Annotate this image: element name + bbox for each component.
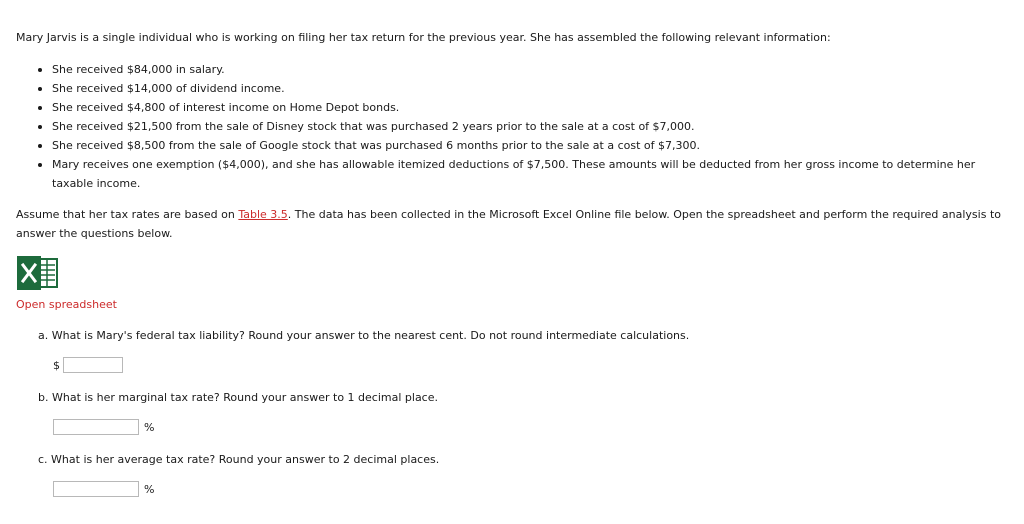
assumption-paragraph [16,205,1012,243]
list-item: She received $84,000 in salary. [38,60,998,79]
question-c: c. What is her average tax rate? Round your answer to 2 decimal places. [38,453,440,466]
problem-intro: Mary Jarvis is a single individual who is working on filing her tax return for the previous year. She has assembled the following relevant information: [16,31,831,44]
list-item: She received $14,000 of dividend income. [38,79,998,98]
list-item: She received $21,500 from the sale of Disney stock that was purchased 2 years prior to the sale at a cost of $7,000. [38,117,998,136]
percent-sign: % [144,482,155,496]
tax-liability-input[interactable] [63,357,123,373]
list-item: Mary receives one exemption ($4,000), and she has allowable itemized deductions of $7,500. These amounts will be deducted from her gross income to determine her taxable income. [38,155,998,193]
question-b: b. What is her marginal tax rate? Round your answer to 1 decimal place. [38,391,438,404]
list-item: She received $8,500 from the sale of Google stock that was purchased 6 months prior to the sale at a cost of $7,300. [38,136,998,155]
table-link[interactable]: Table 3.5 [238,208,288,221]
answer-c-row [53,481,154,497]
answer-b-row [53,419,154,435]
assumption-text-after: . The data has been collected in the Microsoft Excel Online file below. Open the spreadsheet and perform the required analysis to answer the questions below. [16,208,1001,240]
dollar-sign: $ [53,358,60,372]
open-spreadsheet-link[interactable]: Open spreadsheet [16,298,117,311]
average-rate-input[interactable] [53,481,139,497]
marginal-rate-input[interactable] [53,419,139,435]
info-list [38,60,998,193]
answer-a-row [53,357,123,373]
excel-icon[interactable] [17,256,59,290]
assumption-text-before: Assume that her tax rates are based on [16,208,239,221]
question-a: a. What is Mary's federal tax liability? Round your answer to the nearest cent. Do not round intermediate calculations. [38,329,690,342]
percent-sign: % [144,420,155,434]
list-item: She received $4,800 of interest income on Home Depot bonds. [38,98,998,117]
